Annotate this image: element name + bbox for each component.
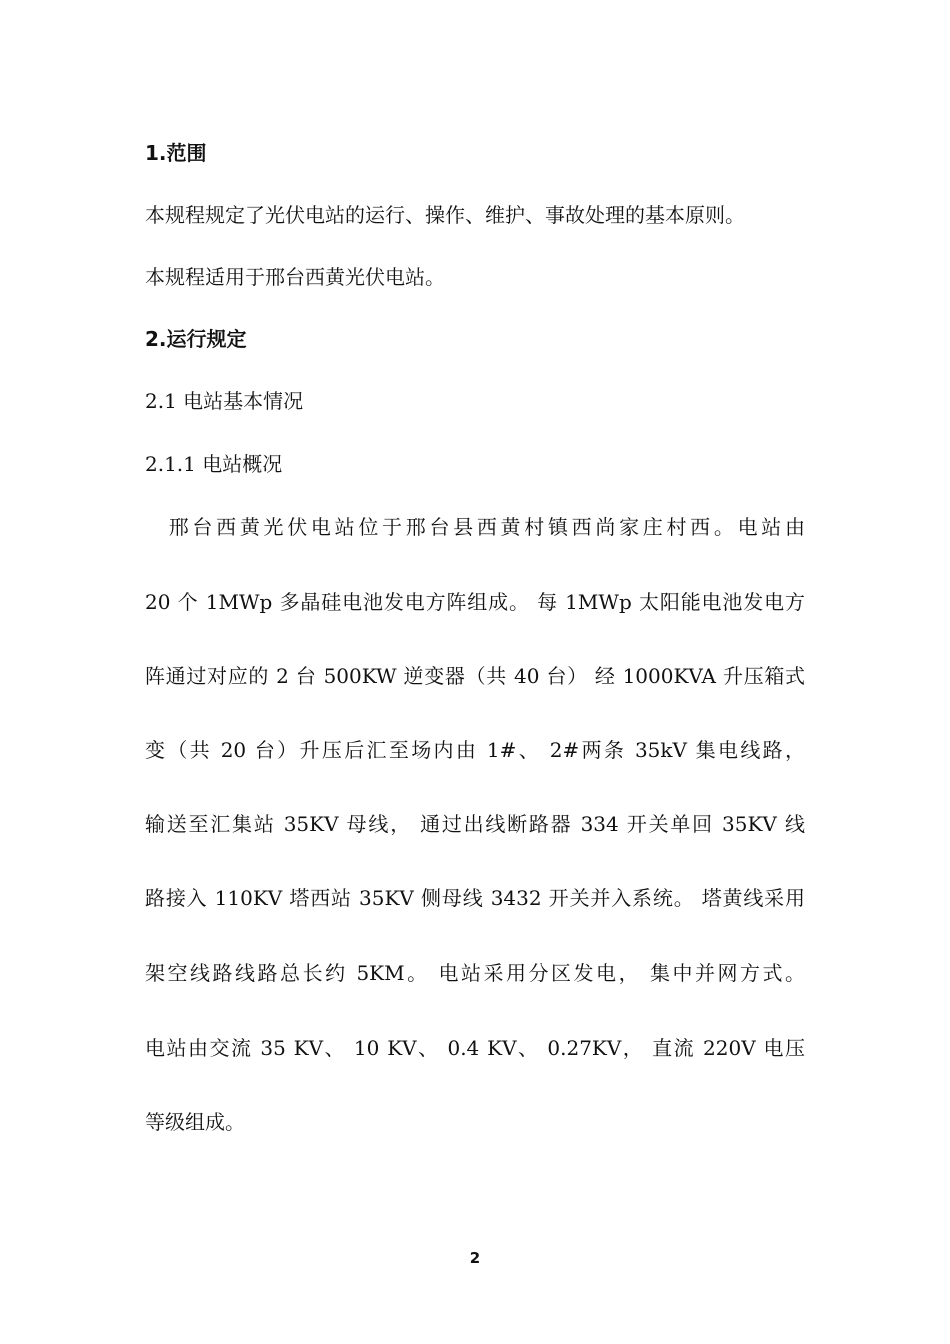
subsection-heading: 2.1 电站基本情况 xyxy=(145,389,304,413)
overview-paragraph-line: 变（共 20 台）升压后汇至场内由 1#、 2#两条 35kV 集电线路， xyxy=(145,738,805,762)
overview-paragraph-line: 电站由交流 35 KV、 10 KV、 0.4 KV、 0.27KV， 直流 220V 电压 xyxy=(145,1036,805,1060)
overview-paragraph-line: 20 个 1MWp 多晶硅电池发电方阵组成。 每 1MWp 太阳能电池发电方 xyxy=(145,590,805,614)
subsubsection-heading: 2.1.1 电站概况 xyxy=(145,452,283,476)
section-heading-scope: 1.范围 xyxy=(145,141,207,165)
overview-paragraph-line: 路接入 110KV 塔西站 35KV 侧母线 3432 开关并入系统。 塔黄线采用 xyxy=(145,886,805,910)
scope-paragraph-line: 本规程适用于邢台西黄光伏电站。 xyxy=(145,265,445,289)
overview-paragraph-line: 等级组成。 xyxy=(145,1110,245,1134)
scope-paragraph-line: 本规程规定了光伏电站的运行、操作、维护、事故处理的基本原则。 xyxy=(145,203,745,227)
page-number: 2 xyxy=(469,1249,481,1267)
overview-paragraph-line: 输送至汇集站 35KV 母线， 通过出线断路器 334 开关单回 35KV 线 xyxy=(145,812,805,836)
overview-paragraph-line: 邢台西黄光伏电站位于邢台县西黄村镇西尚家庄村西。电站由 xyxy=(145,515,805,539)
overview-paragraph-line: 阵通过对应的 2 台 500KW 逆变器（共 40 台） 经 1000KVA 升压箱式 xyxy=(145,664,805,688)
section-heading-operation: 2.运行规定 xyxy=(145,327,247,351)
overview-paragraph-line: 架空线路线路总长约 5KM。 电站采用分区发电， 集中并网方式。 xyxy=(145,961,805,985)
